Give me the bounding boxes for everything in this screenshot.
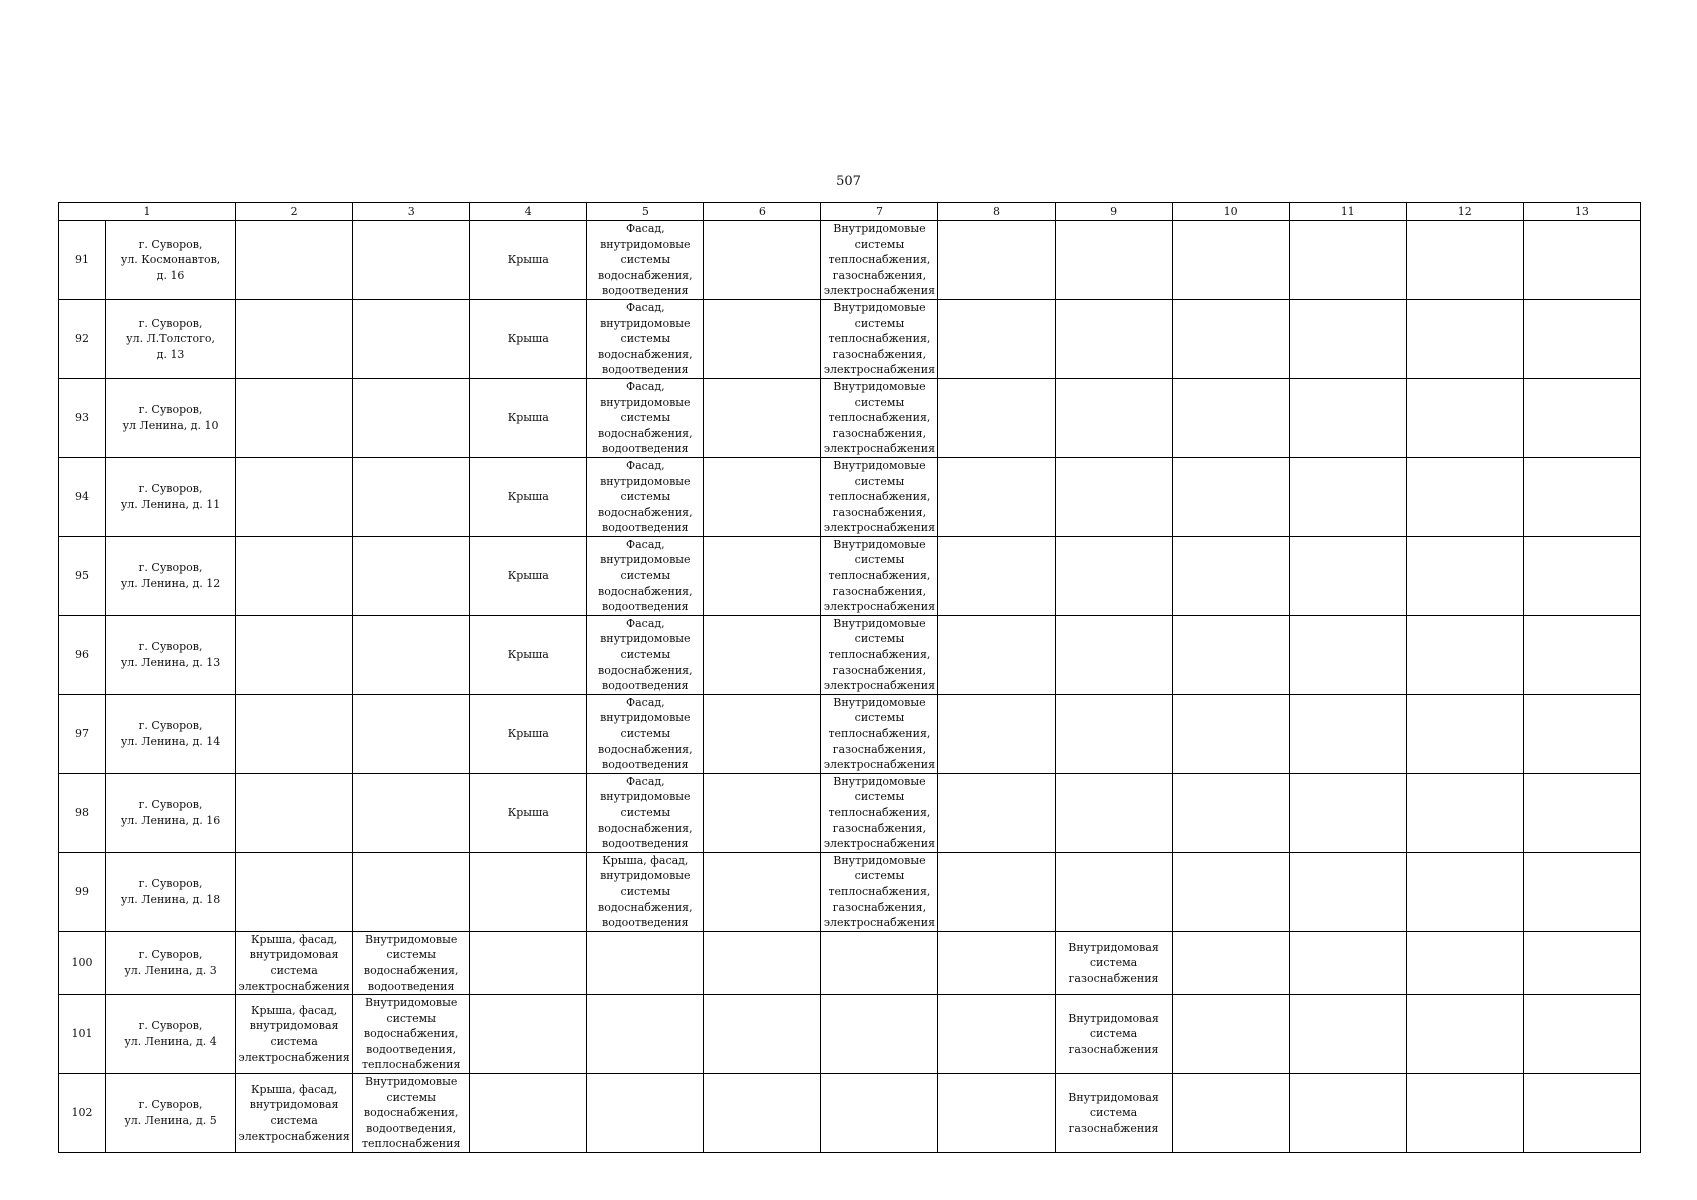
col8-cell <box>938 931 1055 994</box>
col13-cell <box>1523 995 1640 1074</box>
table-row <box>59 378 1641 457</box>
col11-cell <box>1289 299 1406 378</box>
col2-cell <box>236 773 353 852</box>
col8-cell <box>938 378 1055 457</box>
column-header: 7 <box>821 203 938 221</box>
col12-cell <box>1406 536 1523 615</box>
col7-cell: Внутридомовые системы теплоснабжения, газоснабжения, электроснабжения <box>821 378 938 457</box>
col12-cell <box>1406 931 1523 994</box>
col11-cell <box>1289 536 1406 615</box>
col12-cell <box>1406 1074 1523 1153</box>
col5-cell: Фасад, внутридомовые системы водоснабжения, водоотведения <box>587 221 704 300</box>
col5-cell: Фасад, внутридомовые системы водоснабжения, водоотведения <box>587 773 704 852</box>
col4-cell <box>470 931 587 994</box>
col4-cell: Крыша <box>470 299 587 378</box>
col8-cell <box>938 299 1055 378</box>
col10-cell <box>1172 221 1289 300</box>
row-number: 95 <box>59 536 106 615</box>
column-header: 13 <box>1523 203 1640 221</box>
repair-schedule-table <box>58 202 1641 1153</box>
col13-cell <box>1523 615 1640 694</box>
address-cell: г. Суворов, ул. Ленина, д. 18 <box>106 852 236 931</box>
col9-cell: Внутридомовая система газоснабжения <box>1055 1074 1172 1153</box>
col6-cell <box>704 773 821 852</box>
col13-cell <box>1523 536 1640 615</box>
col10-cell <box>1172 1074 1289 1153</box>
col9-cell: Внутридомовая система газоснабжения <box>1055 995 1172 1074</box>
col4-cell: Крыша <box>470 378 587 457</box>
col6-cell <box>704 457 821 536</box>
col11-cell <box>1289 1074 1406 1153</box>
row-number: 101 <box>59 995 106 1074</box>
page-number: 507 <box>836 174 861 189</box>
col3-cell <box>353 299 470 378</box>
col9-cell <box>1055 536 1172 615</box>
col5-cell: Фасад, внутридомовые системы водоснабжения, водоотведения <box>587 457 704 536</box>
col12-cell <box>1406 852 1523 931</box>
col7-cell <box>821 995 938 1074</box>
col2-cell <box>236 852 353 931</box>
col13-cell <box>1523 378 1640 457</box>
col10-cell <box>1172 694 1289 773</box>
address-cell: г. Суворов, ул. Ленина, д. 5 <box>106 1074 236 1153</box>
col11-cell <box>1289 995 1406 1074</box>
col8-cell <box>938 457 1055 536</box>
col10-cell <box>1172 995 1289 1074</box>
col4-cell <box>470 852 587 931</box>
col9-cell <box>1055 694 1172 773</box>
row-number: 96 <box>59 615 106 694</box>
col9-cell <box>1055 457 1172 536</box>
col7-cell: Внутридомовые системы теплоснабжения, газоснабжения, электроснабжения <box>821 615 938 694</box>
col5-cell <box>587 931 704 994</box>
address-cell: г. Суворов, ул. Ленина, д. 3 <box>106 931 236 994</box>
col13-cell <box>1523 852 1640 931</box>
col2-cell <box>236 457 353 536</box>
col6-cell <box>704 852 821 931</box>
col6-cell <box>704 1074 821 1153</box>
row-number: 94 <box>59 457 106 536</box>
col2-cell: Крыша, фасад, внутридомовая система электроснабжения <box>236 1074 353 1153</box>
col4-cell: Крыша <box>470 457 587 536</box>
address-cell: г. Суворов, ул. Ленина, д. 4 <box>106 995 236 1074</box>
col4-cell: Крыша <box>470 615 587 694</box>
row-number: 97 <box>59 694 106 773</box>
row-number: 98 <box>59 773 106 852</box>
row-number: 92 <box>59 299 106 378</box>
col3-cell: Внутридомовые системы водоснабжения, водоотведения <box>353 931 470 994</box>
col7-cell: Внутридомовые системы теплоснабжения, газоснабжения, электроснабжения <box>821 536 938 615</box>
table-row <box>59 773 1641 852</box>
col2-cell <box>236 378 353 457</box>
address-cell: г. Суворов, ул. Ленина, д. 13 <box>106 615 236 694</box>
col9-cell <box>1055 615 1172 694</box>
col8-cell <box>938 615 1055 694</box>
address-cell: г. Суворов, ул. Космонавтов, д. 16 <box>106 221 236 300</box>
col9-cell <box>1055 299 1172 378</box>
address-cell: г. Суворов, ул. Ленина, д. 16 <box>106 773 236 852</box>
col3-cell <box>353 773 470 852</box>
col6-cell <box>704 221 821 300</box>
row-number: 99 <box>59 852 106 931</box>
col12-cell <box>1406 995 1523 1074</box>
row-number: 93 <box>59 378 106 457</box>
col4-cell: Крыша <box>470 773 587 852</box>
col12-cell <box>1406 221 1523 300</box>
table-row <box>59 931 1641 994</box>
table-row <box>59 615 1641 694</box>
address-cell: г. Суворов, ул Ленина, д. 10 <box>106 378 236 457</box>
col11-cell <box>1289 852 1406 931</box>
col11-cell <box>1289 378 1406 457</box>
col4-cell <box>470 1074 587 1153</box>
col3-cell <box>353 378 470 457</box>
col13-cell <box>1523 457 1640 536</box>
col12-cell <box>1406 299 1523 378</box>
column-header: 10 <box>1172 203 1289 221</box>
col6-cell <box>704 995 821 1074</box>
col6-cell <box>704 694 821 773</box>
column-header: 4 <box>470 203 587 221</box>
col5-cell: Фасад, внутридомовые системы водоснабжения, водоотведения <box>587 694 704 773</box>
col13-cell <box>1523 931 1640 994</box>
col11-cell <box>1289 931 1406 994</box>
table-row <box>59 457 1641 536</box>
address-cell: г. Суворов, ул. Л.Толстого, д. 13 <box>106 299 236 378</box>
col12-cell <box>1406 457 1523 536</box>
col6-cell <box>704 615 821 694</box>
row-number: 102 <box>59 1074 106 1153</box>
address-cell: г. Суворов, ул. Ленина, д. 11 <box>106 457 236 536</box>
col4-cell: Крыша <box>470 221 587 300</box>
col13-cell <box>1523 1074 1640 1153</box>
col10-cell <box>1172 615 1289 694</box>
col12-cell <box>1406 615 1523 694</box>
col12-cell <box>1406 694 1523 773</box>
col5-cell: Фасад, внутридомовые системы водоснабжения, водоотведения <box>587 536 704 615</box>
col8-cell <box>938 536 1055 615</box>
row-number: 91 <box>59 221 106 300</box>
address-cell: г. Суворов, ул. Ленина, д. 14 <box>106 694 236 773</box>
column-header: 11 <box>1289 203 1406 221</box>
col7-cell: Внутридомовые системы теплоснабжения, газоснабжения, электроснабжения <box>821 221 938 300</box>
col8-cell <box>938 773 1055 852</box>
col2-cell <box>236 299 353 378</box>
column-header: 3 <box>353 203 470 221</box>
col13-cell <box>1523 299 1640 378</box>
col8-cell <box>938 1074 1055 1153</box>
col7-cell: Внутридомовые системы теплоснабжения, газоснабжения, электроснабжения <box>821 852 938 931</box>
col4-cell: Крыша <box>470 694 587 773</box>
col11-cell <box>1289 615 1406 694</box>
col5-cell: Фасад, внутридомовые системы водоснабжения, водоотведения <box>587 615 704 694</box>
table-row <box>59 221 1641 300</box>
column-header: 1 <box>59 203 236 221</box>
col9-cell <box>1055 773 1172 852</box>
row-number: 100 <box>59 931 106 994</box>
col10-cell <box>1172 299 1289 378</box>
column-header: 12 <box>1406 203 1523 221</box>
column-header: 2 <box>236 203 353 221</box>
col4-cell <box>470 995 587 1074</box>
table-row <box>59 536 1641 615</box>
col3-cell <box>353 852 470 931</box>
col13-cell <box>1523 221 1640 300</box>
col3-cell <box>353 694 470 773</box>
col2-cell <box>236 615 353 694</box>
col3-cell <box>353 221 470 300</box>
col7-cell: Внутридомовые системы теплоснабжения, газоснабжения, электроснабжения <box>821 457 938 536</box>
col6-cell <box>704 299 821 378</box>
col11-cell <box>1289 773 1406 852</box>
col2-cell <box>236 694 353 773</box>
table-row <box>59 1074 1641 1153</box>
col7-cell: Внутридомовые системы теплоснабжения, газоснабжения, электроснабжения <box>821 773 938 852</box>
col8-cell <box>938 694 1055 773</box>
col5-cell <box>587 1074 704 1153</box>
col6-cell <box>704 931 821 994</box>
col3-cell: Внутридомовые системы водоснабжения, водоотведения, теплоснабжения <box>353 995 470 1074</box>
col13-cell <box>1523 773 1640 852</box>
table-row <box>59 852 1641 931</box>
col8-cell <box>938 221 1055 300</box>
table-row <box>59 299 1641 378</box>
column-header: 5 <box>587 203 704 221</box>
col2-cell <box>236 221 353 300</box>
col5-cell: Фасад, внутридомовые системы водоснабжения, водоотведения <box>587 299 704 378</box>
column-header: 6 <box>704 203 821 221</box>
col2-cell: Крыша, фасад, внутридомовая система электроснабжения <box>236 995 353 1074</box>
column-header: 8 <box>938 203 1055 221</box>
col2-cell: Крыша, фасад, внутридомовая система электроснабжения <box>236 931 353 994</box>
col7-cell <box>821 1074 938 1153</box>
col10-cell <box>1172 378 1289 457</box>
col3-cell: Внутридомовые системы водоснабжения, водоотведения, теплоснабжения <box>353 1074 470 1153</box>
table-header-row <box>59 203 1641 221</box>
col11-cell <box>1289 221 1406 300</box>
col9-cell: Внутридомовая система газоснабжения <box>1055 931 1172 994</box>
col4-cell: Крыша <box>470 536 587 615</box>
col9-cell <box>1055 221 1172 300</box>
col2-cell <box>236 536 353 615</box>
col9-cell <box>1055 852 1172 931</box>
col3-cell <box>353 536 470 615</box>
col11-cell <box>1289 457 1406 536</box>
col10-cell <box>1172 773 1289 852</box>
col5-cell: Фасад, внутридомовые системы водоснабжения, водоотведения <box>587 378 704 457</box>
col10-cell <box>1172 852 1289 931</box>
table-row <box>59 694 1641 773</box>
col6-cell <box>704 378 821 457</box>
col7-cell: Внутридомовые системы теплоснабжения, газоснабжения, электроснабжения <box>821 299 938 378</box>
column-header: 9 <box>1055 203 1172 221</box>
col6-cell <box>704 536 821 615</box>
col8-cell <box>938 852 1055 931</box>
col10-cell <box>1172 457 1289 536</box>
col12-cell <box>1406 378 1523 457</box>
address-cell: г. Суворов, ул. Ленина, д. 12 <box>106 536 236 615</box>
col12-cell <box>1406 773 1523 852</box>
col11-cell <box>1289 694 1406 773</box>
col5-cell: Крыша, фасад, внутридомовые системы водоснабжения, водоотведения <box>587 852 704 931</box>
col8-cell <box>938 995 1055 1074</box>
table-row <box>59 995 1641 1074</box>
col3-cell <box>353 615 470 694</box>
col13-cell <box>1523 694 1640 773</box>
col7-cell: Внутридомовые системы теплоснабжения, газоснабжения, электроснабжения <box>821 694 938 773</box>
col9-cell <box>1055 378 1172 457</box>
col7-cell <box>821 931 938 994</box>
col10-cell <box>1172 536 1289 615</box>
col10-cell <box>1172 931 1289 994</box>
col5-cell <box>587 995 704 1074</box>
col3-cell <box>353 457 470 536</box>
